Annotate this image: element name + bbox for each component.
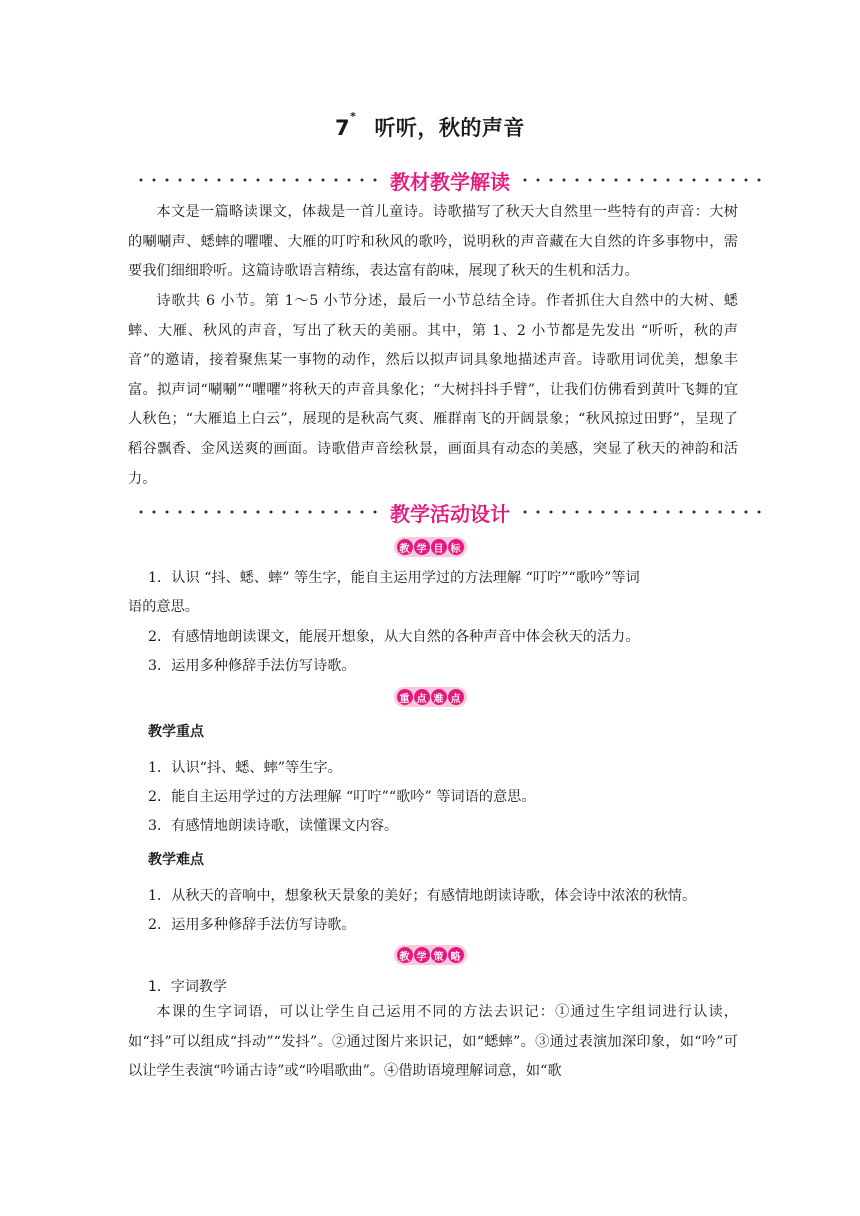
page-title — [0, 112, 860, 142]
badge-char: 教 — [397, 539, 413, 555]
goal-1-continued: 语的意思。 — [128, 599, 199, 615]
badge-char: 重 — [397, 689, 413, 705]
key-point-2: 2．能自主运用学过的方法理解 “叮咛”“歌吟” 等词语的意思。 — [148, 789, 536, 805]
section-header-activity-design — [130, 499, 770, 525]
difficult-point-1: 1．从秋天的音响中，想象秋天景象的美好；有感情地朗读诗歌，体会诗中浓浓的秋情。 — [148, 888, 697, 904]
badge-char: 学 — [414, 947, 430, 963]
self-study-mark: * — [350, 110, 357, 123]
section-label: 教材教学解读 — [390, 169, 510, 194]
badge-char: 策 — [431, 947, 447, 963]
intro-paragraph-2: 诗歌共 6 小节。第 1～5 小节分述，最后一小节总结全诗。作者抓住大自然中的大树、蟋蟀、大雁、秋风的声音，写出了秋天的美丽。其中，第 1、2 小节都是先发出 “听听，秋的声音”的邀请，接着聚焦某一事物的动作，然后以拟声词具象地描述声音。诗歌用词优美，想象丰富。拟声词“唰唰”“㘗㘗”将秋天的声音具象化；“大树抖抖手臂”，让我们仿佛看到黄叶飞舞的宜人秋色；“大雁追上白云”，展现的是秋高气爽、雁群南飞的开阔景象；“秋风掠过田野”，呈现了稻谷飘香、金风送爽的画面。诗歌借声音绘秋景，画面具有动态的美感，突显了秋天的神韵和活力。 — [128, 293, 738, 487]
badge-key-difficult-points — [0, 687, 860, 707]
lesson-title: 听听，秋的声音 — [374, 116, 525, 140]
difficult-points-heading: 教学难点 — [148, 852, 204, 868]
badge-char: 标 — [448, 539, 464, 555]
badge-char: 点 — [414, 689, 430, 705]
badge-char: 教 — [397, 947, 413, 963]
goal-2: 2．有感情地朗读课文，能展开想象，从大自然的各种声音中体会秋天的活力。 — [148, 629, 640, 645]
goal-1: 1．认识 “抖、蟋、蟀” 等生字，能自主运用学过的方法理解 “叮咛”“歌吟”等词 — [148, 570, 640, 586]
strategy-heading: 1．字词教学 — [148, 979, 227, 995]
key-point-3: 3．有感情地朗读诗歌，读懂课文内容。 — [148, 818, 399, 834]
badge-char: 学 — [414, 539, 430, 555]
key-point-1: 1．认识“抖、蟋、蟀”等生字。 — [148, 760, 342, 776]
badge-teaching-strategy — [0, 945, 860, 965]
strategy-paragraph: 本课的生字词语，可以让学生自己运用不同的方法去识记：①通过生字组词进行认读，如“抖”可以组成“抖动”“发抖”。②通过图片来识记，如“蟋蟀”。③通过表演加深印象，如“吟”可以让学生表演“吟诵古诗”或“吟唱歌曲”。④借助语境理解词意，如“歌 — [128, 1004, 738, 1080]
badge-char: 略 — [448, 947, 464, 963]
badge-teaching-goals — [0, 537, 860, 557]
dotted-rule-right — [514, 510, 770, 514]
key-points-heading: 教学重点 — [148, 724, 204, 740]
difficult-point-2: 2．运用多种修辞手法仿写诗歌。 — [148, 917, 356, 933]
section-label: 教学活动设计 — [390, 501, 510, 526]
lesson-number: 7 — [335, 116, 351, 140]
dotted-rule-left — [130, 178, 386, 182]
badge-char: 点 — [448, 689, 464, 705]
badge-char: 目 — [431, 539, 447, 555]
section-header-textbook-interpretation — [130, 167, 770, 193]
goal-3: 3．运用多种修辞手法仿写诗歌。 — [148, 658, 356, 674]
badge-char: 难 — [431, 689, 447, 705]
dotted-rule-left — [130, 510, 386, 514]
intro-paragraph-1: 本文是一篇略读课文，体裁是一首儿童诗。诗歌描写了秋天大自然里一些特有的声音：大树的唰唰声、蟋蟀的㘗㘗、大雁的叮咛和秋风的歌吟，说明秋的声音藏在大自然的许多事物中，需要我们细细聆听。这篇诗歌语言精练，表达富有韵味，展现了秋天的生机和活力。 — [128, 204, 738, 280]
dotted-rule-right — [514, 178, 770, 182]
